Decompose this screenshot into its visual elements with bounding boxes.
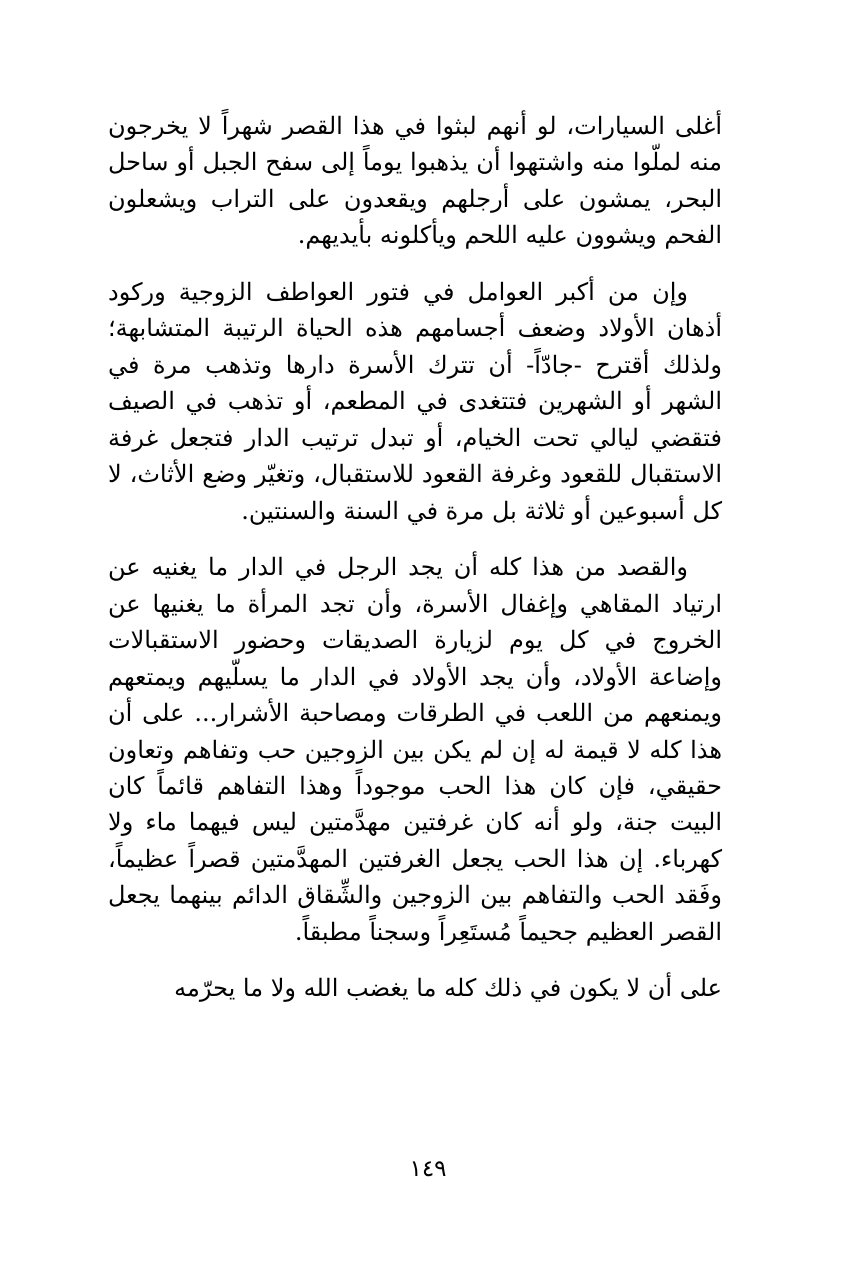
paragraph-4: على أن لا يكون في ذلك كله ما يغضب الله ولا ما يحرّمه <box>174 974 722 1003</box>
page-number: ١٤٩ <box>409 1156 447 1182</box>
body-text <box>108 108 722 1027</box>
paragraph-3: والقصد من هذا كله أن يجد الرجل في الدار ما يغنيه عن ارتياد المقاهي وإغفال الأسرة، وأن تجد المرأة ما يغنيها عن الخروج في كل يوم لزيارة الصديقات وحضور الاستقبالات وإضاعة الأولاد، وأن يجد الأولاد في الدار ما يسلّيهم ويمتعهم ويمنعهم من اللعب في الطرقات ومصاحبة الأشرار... على أن هذا كله لا قيمة له إن لم يكن بين الزوجين حب وتفاهم وتعاون حقيقي، فإن كان هذا الحب موجوداً وهذا التفاهم قائماً كان البيت جنة، ولو أنه كان غرفتين مهدَّمتين ليس فيهما ماء ولا كهرباء. إن هذا الحب يجعل الغرفتين المهدَّمتين قصراً عظيماً، وفَقد الحب والتفاهم بين الزوجين والشِّقاق الدائم بينهما يجعل القصر العظيم جحيماً مُستَعِراً وسجناً مطبقاً. <box>108 553 722 946</box>
paragraph-1: أغلى السيارات، لو أنهم لبثوا في هذا القصر شهراً لا يخرجون منه لملّوا منه واشتهوا أن يذهبوا يوماً إلى سفح الجبل أو ساحل البحر، يمشون على أرجلهم ويقعدون على التراب ويشعلون الفحم ويشوون عليه اللحم ويأكلونه بأيديهم. <box>108 112 722 250</box>
paragraph-2: وإن من أكبر العوامل في فتور العواطف الزوجية وركود أذهان الأولاد وضعف أجسامهم هذه الحياة الرتيبة المتشابهة؛ ولذلك أقترح -جادّاً- أن تترك الأسرة دارها وتذهب مرة في الشهر أو الشهرين فتتغدى في المطعم، أو تذهب في الصيف فتقضي ليالي تحت الخيام، أو تبدل ترتيب الدار فتجعل غرفة الاستقبال للقعود وغرفة القعود للاستقبال، وتغيّر وضع الأثاث، لا كل أسبوعين أو ثلاثة بل مرة في السنة والسنتين. <box>108 277 722 525</box>
